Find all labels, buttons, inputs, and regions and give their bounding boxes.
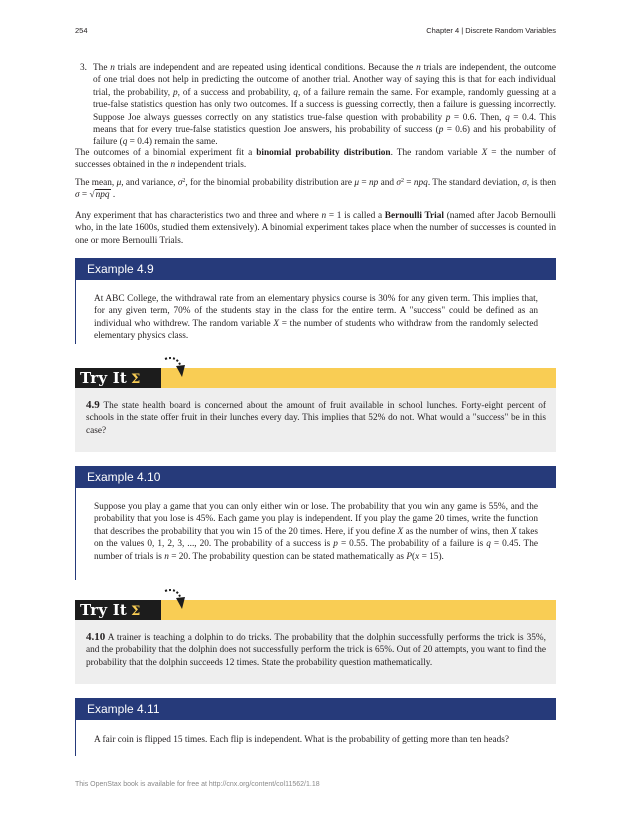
paragraph-outcomes: The outcomes of a binomial experiment fit a binomial probability distribution. The random variable X = the number of successes obtained in the n independent trials. [75,148,556,171]
dotted-arrow-icon [163,585,189,617]
try-it-4-10-header [75,600,556,620]
try-it-4-9-header [75,368,556,388]
dotted-arrow-icon [163,353,189,385]
list-item-3 [80,62,556,149]
example-title: Example 4.10 [87,470,161,484]
example-title: Example 4.11 [87,702,160,716]
page-footer: This OpenStax book is available for free at http://cnx.org/content/col11562/1.18 [75,781,320,788]
page-number: 254 [75,26,88,35]
example-title: Example 4.9 [87,262,154,276]
try-number: 4.10 [86,631,106,643]
sqrt-symbol: √ [89,190,95,201]
example-4-9-header [75,258,556,280]
list-text: The n trials are independent and are repeated using identical conditions. Because the n trials are independent, the outcome of one trial does not help in predicting the outcome of another trial. Another way of saying this is that for each individual trial, the probability, p, of a success and probability, q, of a failure remain the same. For example, randomly guessing at a true-false statistics question has only two outcomes. If a success is guessing correctly, then a failure is guessing incorrectly. Suppose Joe always guesses correctly on any statistics true-false question with probability p = 0.6. Then, q = 0.4. This means that for every true-false statistics question Joe answers, his probability of success (p = 0.6) and his probability of failure (q = 0.4) remain the same. [93,63,556,148]
sigma-icon: Σ [131,604,141,619]
sigma-icon: Σ [131,372,141,387]
try-it-label: Try It Σ [75,600,161,620]
try-number: 4.9 [86,399,100,411]
try-it-4-9-body: 4.9 The state health board is concerned about the amount of fruit available in school lunches. Forty-eight percent of schools in the state offer fruit in their lunches every day. This implies that 52% do not. What would a "success" be in this case? [75,388,556,452]
example-4-9-body: At ABC College, the withdrawal rate from an elementary physics course is 30% for any given term. This implies that, for any given term, 70% of the students stay in the class for the entire term. A "success" could be defined as an individual who withdrew. The random variable X = the number of students who withdraw from the randomly selected elementary physics class. [75,280,556,344]
try-it-label: Try It Σ [75,368,161,388]
list-number: 3. [80,63,87,73]
example-4-11-header [75,698,556,720]
page-header [75,26,556,38]
example-4-10-header [75,466,556,488]
paragraph-bernoulli: Any experiment that has characteristics two and three and where n = 1 is called a Bernoulli Trial (named after Jacob Bernoulli who, in the late 1600s, studied them extensively). A binomial experiment takes place when the number of successes is counted in one or more Bernoulli Trials. [75,211,556,246]
example-4-11-body: A fair coin is flipped 15 times. Each flip is independent. What is the probability of getting more than ten heads? [75,720,556,756]
try-it-4-10-body: 4.10 A trainer is teaching a dolphin to do tricks. The probability that the dolphin successfully performs the trick is 35%, and the probability that the dolphin does not successfully perform the trick is 65%. Out of 20 attempts, you want to find the probability that the dolphin succeeds 12 times. State the probability question mathematically. [75,620,556,684]
paragraph-mean-variance: The mean, μ, and variance, $\sigma^2$, for the binomial probability distribution are μ = np and $\sigma^2$ = npq. The standard deviation, σ, is then σ = √npq . [75,178,556,201]
chapter-title: Chapter 4 | Discrete Random Variables [426,26,556,35]
example-4-10-body: Suppose you play a game that you can only either win or lose. The probability that you win any game is 55%, and the probability that you lose is 45%. Each game you play is independent. If you play the game 20 times, write the function that describes the probability that you win 15 of the 20 times. Here, if you define X as the number of wins, then X takes on the values 0, 1, 2, 3, ..., 20. The probability of a success is p = 0.55. The probability of a failure is q = 0.45. The number of trials is n = 20. The probability question can be stated mathematically as P(x = 15). [75,488,556,580]
